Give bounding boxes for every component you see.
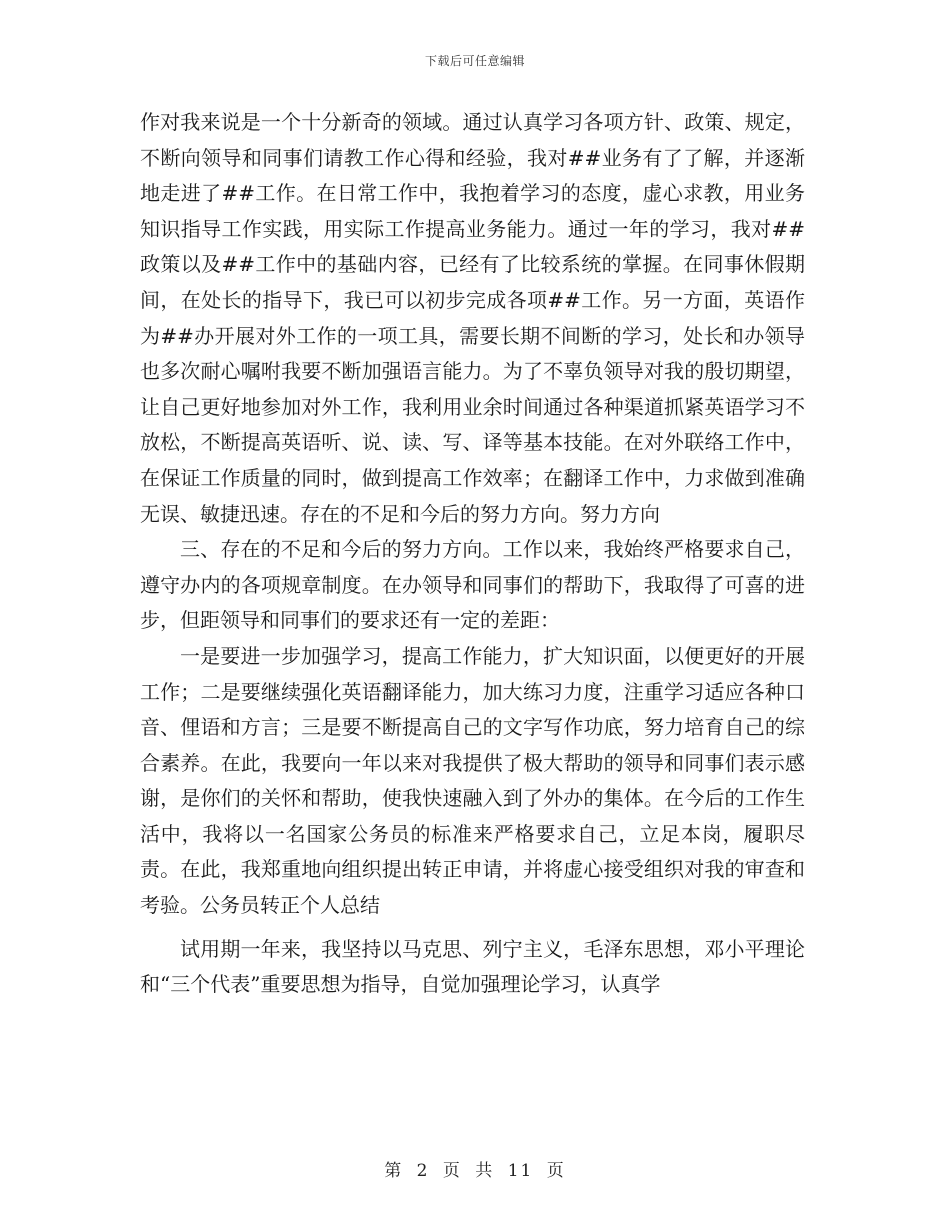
page-footer: 第 2 页 共 11 页 (384, 1161, 566, 1181)
page-header: 下载后可任意编辑 (424, 54, 525, 68)
paragraph-4: 试用期一年来，我坚持以马克思、列宁主义，毛泽东思想，邓小平理论和“三个代表”重要思想为指导，自觉加强理论学习，认真学 (140, 936, 805, 997)
document-body (140, 105, 805, 1003)
paragraph-1: 作对我来说是一个十分新奇的领域。通过认真学习各项方针、政策、规定，不断向领导和同事们请教工作心得和经验，我对##业务有了了解，并逐渐地走进了##工作。在日常工作中，我抱着学习的态度，虚心求教，用业务知识指导工作实践，用实际工作提高业务能力。通过一年的学习，我对##政策以及##工作中的基础内容，已经有了比较系统的掌握。在同事休假期间，在处长的指导下，我已可以初步完成各项##工作。另一方面，英语作为##办开展对外工作的一项工具，需要长期不间断的学习，处长和办领导也多次耐心嘱咐我要不断加强语言能力。为了不辜负领导对我的殷切期望，让自己更好地参加对外工作，我利用业余时间通过各种渠道抓紧英语学习不放松，不断提高英语听、说、读、写、译等基本技能。在对外联络工作中，在保证工作质量的同时，做到提高工作效率；在翻译工作中，力求做到准确无误、敏捷迅速。存在的不足和今后的努力方向。努力方向 (140, 110, 805, 526)
paragraph-2: 三、存在的不足和今后的努力方向。工作以来，我始终严格要求自己，遵守办内的各项规章制度。在办领导和同事们的帮助下，我取得了可喜的进步，但距领导和同事们的要求还有一定的差距： (140, 537, 805, 633)
paragraph-3: 一是要进一步加强学习，提高工作能力，扩大知识面，以便更好的开展工作；二是要继续强化英语翻译能力，加大练习力度，注重学习适应各种口音、俚语和方言；三是要不断提高自己的文字写作功底，努力培育自己的综合素养。在此，我要向一年以来对我提供了极大帮助的领导和同事们表示感谢，是你们的关怀和帮助，使我快速融入到了外办的集体。在今后的工作生活中，我将以一名国家公务员的标准来严格要求自己，立足本岗，履职尽责。在此，我郑重地向组织提出转正申请，并将虚心接受组织对我的审查和考验。公务员转正个人总结 (140, 643, 805, 918)
